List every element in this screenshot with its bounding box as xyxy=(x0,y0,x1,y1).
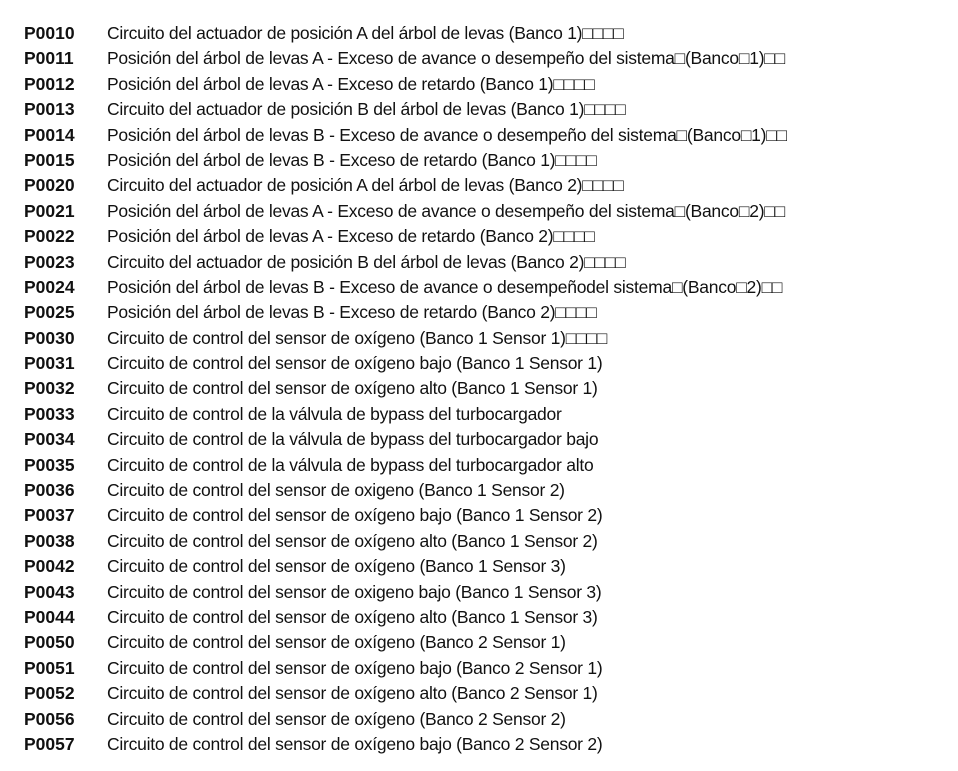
dtc-description: Circuito de control del sensor de oxigeno bajo (Banco 1 Sensor 3) xyxy=(107,581,602,602)
dtc-row xyxy=(24,123,949,148)
dtc-description: Circuito de control del sensor de oxígeno (Banco 2 Sensor 2) xyxy=(107,708,566,729)
dtc-code: P0043 xyxy=(24,581,75,602)
dtc-row xyxy=(24,656,949,681)
dtc-row xyxy=(24,732,949,757)
dtc-description: Circuito de control del sensor de oxígeno alto (Banco 1 Sensor 1) xyxy=(107,378,598,399)
dtc-row xyxy=(24,46,949,71)
dtc-row xyxy=(24,21,949,46)
dtc-row xyxy=(24,580,949,605)
dtc-code: P0023 xyxy=(24,251,75,272)
dtc-code: P0036 xyxy=(24,480,75,501)
dtc-row xyxy=(24,97,949,122)
dtc-code: P0038 xyxy=(24,530,75,551)
dtc-row xyxy=(24,427,949,452)
dtc-code: P0033 xyxy=(24,403,75,424)
dtc-row xyxy=(24,707,949,732)
dtc-code: P0022 xyxy=(24,226,75,247)
dtc-code: P0044 xyxy=(24,606,75,627)
dtc-row xyxy=(24,275,949,300)
dtc-row xyxy=(24,402,949,427)
dtc-code-list xyxy=(24,21,949,757)
dtc-row xyxy=(24,351,949,376)
dtc-code: P0051 xyxy=(24,657,75,678)
dtc-description: Circuito de control del sensor de oxígeno alto (Banco 2 Sensor 1) xyxy=(107,683,598,704)
dtc-row xyxy=(24,681,949,706)
dtc-row xyxy=(24,453,949,478)
dtc-row xyxy=(24,529,949,554)
dtc-description: Circuito de control del sensor de oxígeno alto (Banco 1 Sensor 3) xyxy=(107,606,598,627)
dtc-description: Circuito de control del sensor de oxígeno alto (Banco 1 Sensor 2) xyxy=(107,530,598,551)
dtc-code: P0021 xyxy=(24,200,75,221)
dtc-row xyxy=(24,300,949,325)
dtc-code: P0032 xyxy=(24,378,75,399)
dtc-description: Circuito del actuador de posición A del árbol de levas (Banco 1)□□□□ xyxy=(107,23,624,43)
dtc-row xyxy=(24,326,949,351)
dtc-code: P0010 xyxy=(24,23,75,43)
dtc-description: Circuito de control del sensor de oxígeno (Banco 1 Sensor 1)□□□□ xyxy=(107,327,608,348)
dtc-code: P0057 xyxy=(24,733,75,754)
dtc-description: Posición del árbol de levas A - Exceso de avance o desempeño del sistema□(Banco□2)□□ xyxy=(107,200,785,221)
dtc-code: P0014 xyxy=(24,124,75,145)
dtc-description: Circuito de control del sensor de oxígeno bajo (Banco 2 Sensor 2) xyxy=(107,733,603,754)
dtc-code: P0031 xyxy=(24,353,75,374)
dtc-code: P0050 xyxy=(24,632,75,653)
dtc-description: Circuito de control de la válvula de bypass del turbocargador bajo xyxy=(107,429,599,450)
dtc-row xyxy=(24,250,949,275)
dtc-row xyxy=(24,478,949,503)
dtc-description: Posición del árbol de levas A - Exceso de retardo (Banco 1)□□□□ xyxy=(107,73,595,94)
dtc-description: Circuito de control del sensor de oxígeno bajo (Banco 1 Sensor 2) xyxy=(107,505,603,526)
dtc-description: Posición del árbol de levas A - Exceso de retardo (Banco 2)□□□□ xyxy=(107,226,595,247)
dtc-description: Circuito de control de la válvula de bypass del turbocargador alto xyxy=(107,454,594,475)
dtc-description: Posición del árbol de levas B - Exceso de retardo (Banco 2)□□□□ xyxy=(107,302,597,323)
dtc-row xyxy=(24,173,949,198)
dtc-description: Circuito de control del sensor de oxígeno (Banco 2 Sensor 1) xyxy=(107,632,566,653)
dtc-row xyxy=(24,376,949,401)
dtc-row xyxy=(24,605,949,630)
dtc-code: P0056 xyxy=(24,708,75,729)
dtc-description: Circuito del actuador de posición B del árbol de levas (Banco 2)□□□□ xyxy=(107,251,626,272)
dtc-description: Posición del árbol de levas B - Exceso de retardo (Banco 1)□□□□ xyxy=(107,149,597,170)
dtc-code: P0052 xyxy=(24,683,75,704)
dtc-code: P0042 xyxy=(24,556,75,577)
dtc-description: Circuito del actuador de posición A del árbol de levas (Banco 2)□□□□ xyxy=(107,175,624,196)
dtc-code: P0035 xyxy=(24,454,75,475)
dtc-description: Circuito del actuador de posición B del árbol de levas (Banco 1)□□□□ xyxy=(107,99,626,120)
dtc-code: P0024 xyxy=(24,276,75,297)
dtc-code: P0020 xyxy=(24,175,75,196)
dtc-description: Circuito de control de la válvula de bypass del turbocargador xyxy=(107,403,562,424)
dtc-row xyxy=(24,554,949,579)
dtc-code: P0030 xyxy=(24,327,75,348)
dtc-code: P0015 xyxy=(24,149,75,170)
dtc-description: Circuito de control del sensor de oxígeno (Banco 1 Sensor 3) xyxy=(107,556,566,577)
dtc-description: Posición del árbol de levas B - Exceso de avance o desempeñodel sistema□(Banco□2)□□ xyxy=(107,276,783,297)
dtc-row xyxy=(24,630,949,655)
dtc-row xyxy=(24,199,949,224)
dtc-row xyxy=(24,72,949,97)
dtc-code: P0013 xyxy=(24,99,75,120)
dtc-description: Posición del árbol de levas B - Exceso de avance o desempeño del sistema□(Banco□1)□□ xyxy=(107,124,787,145)
dtc-row xyxy=(24,224,949,249)
dtc-code: P0011 xyxy=(24,48,74,69)
dtc-row xyxy=(24,503,949,528)
dtc-description: Circuito de control del sensor de oxigeno (Banco 1 Sensor 2) xyxy=(107,480,565,501)
dtc-description: Circuito de control del sensor de oxígeno bajo (Banco 2 Sensor 1) xyxy=(107,657,603,678)
dtc-code: P0034 xyxy=(24,429,75,450)
dtc-description: Posición del árbol de levas A - Exceso de avance o desempeño del sistema□(Banco□1)□□ xyxy=(107,48,785,69)
dtc-code: P0037 xyxy=(24,505,75,526)
dtc-code: P0012 xyxy=(24,73,75,94)
dtc-description: Circuito de control del sensor de oxígeno bajo (Banco 1 Sensor 1) xyxy=(107,353,603,374)
dtc-code: P0025 xyxy=(24,302,75,323)
dtc-row xyxy=(24,148,949,173)
